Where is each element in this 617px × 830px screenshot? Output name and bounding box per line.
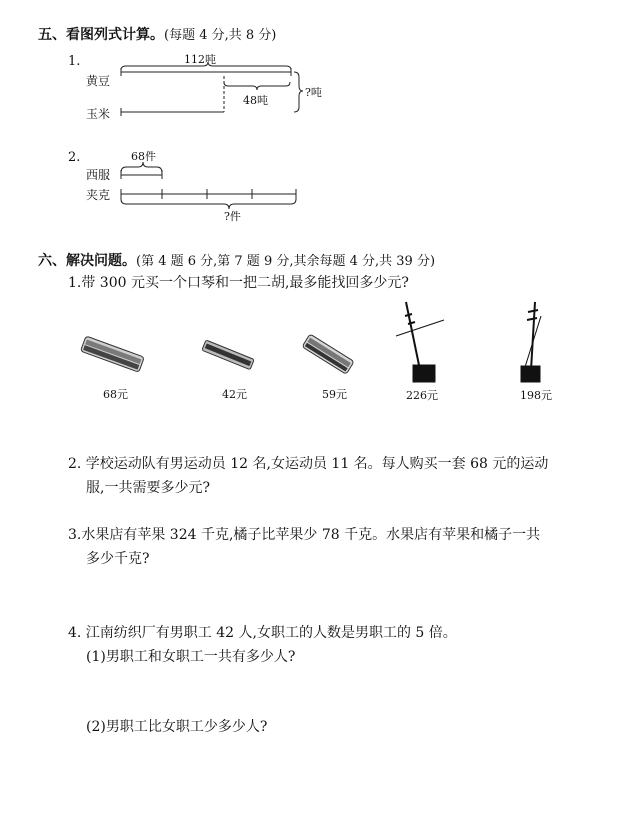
s5-q2-unit-label: 68件 [131, 150, 156, 163]
s5-q2-row2-label: 夹克 [86, 188, 111, 202]
s5-q1-row2-label: 玉米 [86, 107, 111, 121]
s6-q2-line1: 2. 学校运动队有男运动员 12 名,女运动员 11 名。每人购买一套 68 元的运动 [68, 456, 549, 472]
s6-q4-line1: 4. 江南纺织厂有男职工 42 人,女职工的人数是男职工的 5 倍。 [68, 625, 457, 641]
section6-note: (第 4 题 6 分,第 7 题 9 分,其余每题 4 分,共 39 分) [136, 254, 436, 269]
section5-title: 五、看图列式计算。 [38, 27, 164, 43]
s5-q1-number: 1. [68, 54, 81, 69]
s6-q3-line2: 多少千克? [86, 551, 150, 567]
s6-q2-line2: 服,一共需要多少元? [86, 480, 210, 496]
s5-q1-diff-label: 48吨 [243, 94, 268, 107]
s6-q3-line1: 3.水果店有苹果 324 千克,橘子比苹果少 78 千克。水果店有苹果和橘子一共 [68, 527, 541, 543]
price-label: 198元 [520, 389, 552, 402]
harmonica-icon [302, 334, 354, 374]
s5-q1-row1-label: 黄豆 [86, 74, 111, 88]
s5-q2-number: 2. [68, 150, 81, 165]
price-label: 59元 [322, 388, 347, 401]
s5-q1-total-label: 112吨 [184, 53, 216, 66]
harmonica-icon [202, 340, 254, 370]
price-label: 42元 [222, 388, 247, 401]
erhu-icon [521, 302, 541, 382]
section6-title: 六、解决问题。 [38, 253, 136, 269]
s5-q2-row1-label: 西服 [86, 168, 111, 182]
section5-note: (每题 4 分,共 8 分) [164, 28, 277, 43]
s6-q1-text: 1.带 300 元买一个口琴和一把二胡,最多能找回多少元? [68, 275, 409, 291]
s5-q2-unknown-label: ?件 [224, 210, 241, 223]
s5-q1-unknown-label: ?吨 [305, 86, 322, 99]
price-label: 226元 [406, 389, 438, 402]
erhu-icon [396, 302, 444, 382]
s6-q4-sub2: (2)男职工比女职工少多少人? [86, 719, 268, 735]
harmonica-icon [81, 336, 145, 372]
price-label: 68元 [103, 388, 128, 401]
s6-q4-sub1: (1)男职工和女职工一共有多少人? [86, 649, 296, 665]
